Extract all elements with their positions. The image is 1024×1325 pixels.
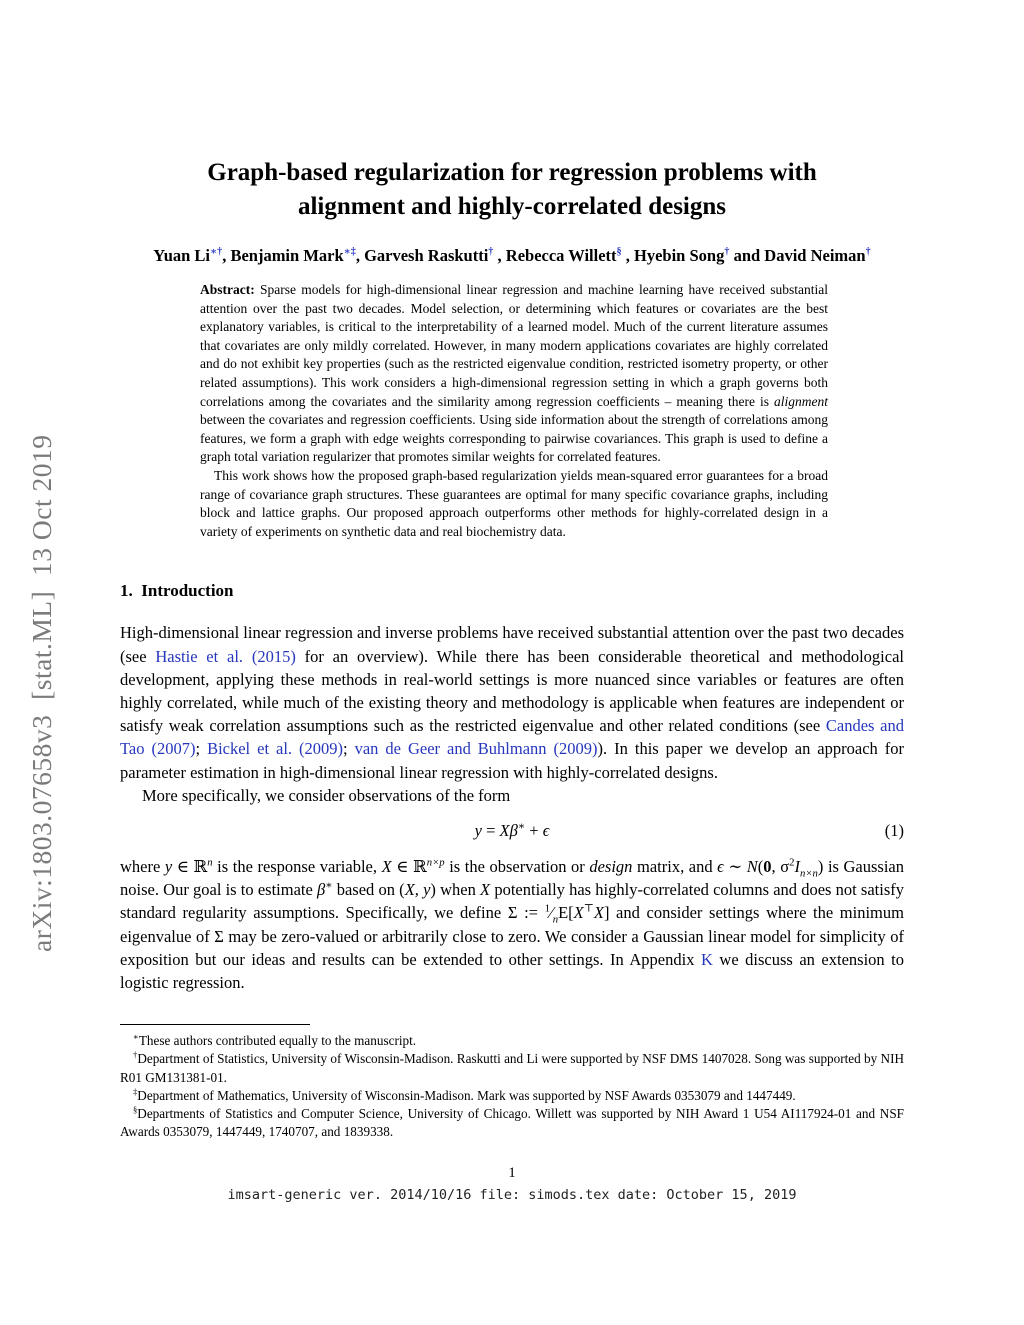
text-run: β: [317, 880, 326, 900]
text-run: , σ: [771, 856, 790, 876]
text-run: Departments of Statistics and Computer Science, University of Chicago. Willett was supported by NIH Award 1 U54 AI117924-01 and NSF Awards 0353079, 1447449, 1740707, and 1839338.: [120, 1105, 904, 1140]
text-run: High-dimensional linear regression and inverse problems have received substantial attention over the past two decades (see: [120, 623, 904, 666]
text-run: n: [207, 856, 213, 869]
text-run: between the covariates and regression coefficients. Using side information about the strength of correlations among features, we form a graph with edge weights corresponding to pairwise covariances. This graph is used to define a graph total variation regularizer that promotes similar weights for correlated features.: [200, 412, 828, 465]
text-run: , Rebecca Willett: [493, 246, 617, 265]
text-run: ;: [343, 739, 355, 759]
citation-link[interactable]: Bickel et al. (2009): [207, 739, 344, 759]
citation-link[interactable]: Hastie et al. (2015): [155, 646, 296, 666]
text-run: matrix, and: [632, 856, 718, 876]
text-run: Sparse models for high-dimensional linear regression and machine learning have received substantial attention over the past two decades. Model selection, or determining which features or covariates are the best explanatory variables, is critical to the interpretability of a learned model. Much of the current literature assumes that covariates are only mildly correlated. However, in many modern applications covariates are highly correlated and do not exhibit key properties (such as the restricted eigenvalue condition, restricted isometry property, or other related assumptions). This work considers a high-dimensional regression setting in which a graph governs both correlations among the covariates and the similarity among regression coefficients – meaning there is: [200, 282, 829, 409]
page-number: 1: [508, 1165, 516, 1182]
text-run: n: [552, 913, 559, 926]
text-run: ∗: [325, 879, 333, 892]
text-run: =: [481, 820, 500, 840]
citation-link[interactable]: K: [700, 949, 713, 969]
paper-title: [120, 156, 904, 224]
text-run: 1: [544, 902, 550, 915]
citation-link[interactable]: †: [724, 246, 730, 258]
text-run: ] and consider settings where the minimum eigenvalue of Σ may be zero-valued or arbitrarily close to zero. We consider a Gaussian linear model for simplicity of exposition but our ideas and results can be extended to other settings. In Appendix: [120, 903, 904, 969]
text-run: is the observation or: [444, 856, 590, 876]
text-run: ) when: [430, 880, 481, 900]
text-run: based on (: [332, 880, 405, 900]
citation-link[interactable]: †: [865, 246, 871, 258]
colophon-line: imsart-generic ver. 2014/10/16 file: simods.tex date: October 15, 2019: [227, 1187, 797, 1204]
abstract-block: [200, 281, 828, 541]
footnote-mathematics-dept: [120, 1087, 904, 1105]
citation-link[interactable]: †: [488, 246, 494, 258]
text-run: is the response variable,: [212, 856, 382, 876]
text-run: ϵ: [717, 856, 724, 876]
equation-1: [120, 821, 904, 841]
equation-body: [160, 821, 864, 841]
text-run: N: [746, 856, 758, 876]
text-run: Yuan Li: [153, 246, 211, 265]
abstract-paragraph-2: [200, 467, 828, 541]
citation-link[interactable]: §: [616, 246, 622, 258]
text-run: This work shows how the proposed graph-based regularization yields mean-squared error guarantees for a broad range of covariance graph structures. These guarantees are optimal for many specific covariance graphs, including block and lattice graphs. Our proposed approach outperforms other methods for highly-correlated design in a variety of experiments on synthetic data and real biochemistry data.: [200, 467, 828, 539]
text-run: potentially has highly-correlated columns and does not satisfy standard regularity assumptions. Specifically, we define Σ :=: [120, 880, 905, 923]
text-run: I: [794, 856, 800, 876]
text-run: ⊤: [583, 902, 594, 915]
text-run: More specifically, we consider observations of the form: [142, 785, 511, 805]
text-run: for an overview). While there has been considerable theoretical and methodological development, applying these methods in real-world settings is more nuanced since variables or features are often highly correlated, while much of the existing theory and methodology is applicable when features are independent or satisfy weak correlation assumptions such as the restricted eigenvalue and other related conditions (see: [120, 646, 904, 736]
paper-content: [120, 0, 904, 1203]
text-run: design: [589, 856, 633, 876]
text-run: Department of Statistics, University of Wisconsin-Madison. Raskutti and Li were supported by NSF DMS 1407028. Song was supported by NIH R01 GM131381-01.: [120, 1051, 904, 1085]
citation-link[interactable]: ∗‡: [343, 246, 356, 258]
text-run: , Garvesh Raskutti: [355, 246, 489, 265]
footnote-rule: [120, 1024, 310, 1025]
text-run: , Benjamin Mark: [222, 246, 344, 265]
text-run: X: [381, 856, 392, 876]
text-run: ∗: [517, 820, 526, 833]
text-run: Abstract:: [200, 282, 261, 297]
text-run: n×n: [799, 867, 818, 880]
text-run: y: [474, 820, 482, 840]
text-run: ) is Gaussian noise. Our goal is to estimate: [120, 856, 905, 900]
footnotes-block: [120, 1032, 904, 1141]
text-run: ∗: [133, 1031, 139, 1042]
text-run: alignment: [774, 393, 828, 409]
citation-link[interactable]: ∗†: [210, 246, 223, 258]
text-run: 2: [789, 856, 795, 869]
text-run: X: [573, 903, 584, 923]
footnote-chicago-dept: [120, 1105, 904, 1141]
text-run: y: [164, 856, 173, 876]
text-run: ∼: [723, 856, 747, 876]
text-run: , Hyebin Song: [621, 246, 725, 265]
footnote-equal-contribution: [120, 1032, 904, 1050]
text-run: ‡: [133, 1086, 138, 1097]
text-run: we discuss an extension to logistic regression.: [120, 949, 905, 992]
authors-line: [140, 244, 884, 267]
arxiv-watermark-text: arXiv:1803.07658v3 [stat.ML] 13 Oct 2019: [26, 434, 57, 952]
text-run: (: [757, 856, 764, 876]
body-paragraph-3: [120, 855, 904, 994]
text-run: where: [120, 856, 165, 876]
text-run: n×p: [426, 856, 445, 869]
title-line-1: Graph-based regularization for regression problems with: [207, 159, 817, 186]
text-run: ). In this paper we develop an approach for parameter estimation in high-dimensional linear regression with highly-correlated designs.: [120, 739, 904, 782]
text-run: ∈ ℝ: [172, 856, 208, 876]
text-run: E[: [558, 903, 574, 923]
text-run: ⁄: [549, 903, 553, 923]
text-run: Department of Mathematics, University of Wisconsin-Madison. Mark was supported by NSF Awards 0353079 and 1447449.: [137, 1087, 796, 1103]
text-run: +: [525, 820, 543, 840]
section-heading-introduction: 1. Introduction: [120, 581, 234, 601]
text-run: Xβ: [499, 820, 518, 840]
text-run: 0: [763, 856, 772, 876]
abstract-paragraph-1: [200, 281, 828, 467]
text-run: These authors contributed equally to the manuscript.: [138, 1033, 417, 1049]
text-run: ;: [195, 739, 208, 759]
text-run: ∈ ℝ: [391, 856, 427, 876]
body-paragraph-2: [120, 784, 904, 807]
text-run: §: [133, 1104, 138, 1115]
citation-link[interactable]: van de Geer and Buhlmann (2009): [354, 739, 598, 759]
text-run: †: [133, 1049, 138, 1060]
text-run: and David Neiman: [729, 246, 866, 265]
title-line-2: alignment and highly-correlated designs: [297, 193, 727, 220]
body-paragraph-1: [120, 621, 904, 783]
citation-link[interactable]: Candes and Tao (2007): [120, 716, 904, 759]
footnote-statistics-dept: [120, 1050, 904, 1086]
text-run: ϵ: [542, 820, 550, 840]
text-run: X, y: [404, 880, 431, 900]
equation-number: (1): [884, 820, 904, 840]
text-run: X: [480, 880, 491, 900]
text-run: X: [593, 903, 604, 923]
